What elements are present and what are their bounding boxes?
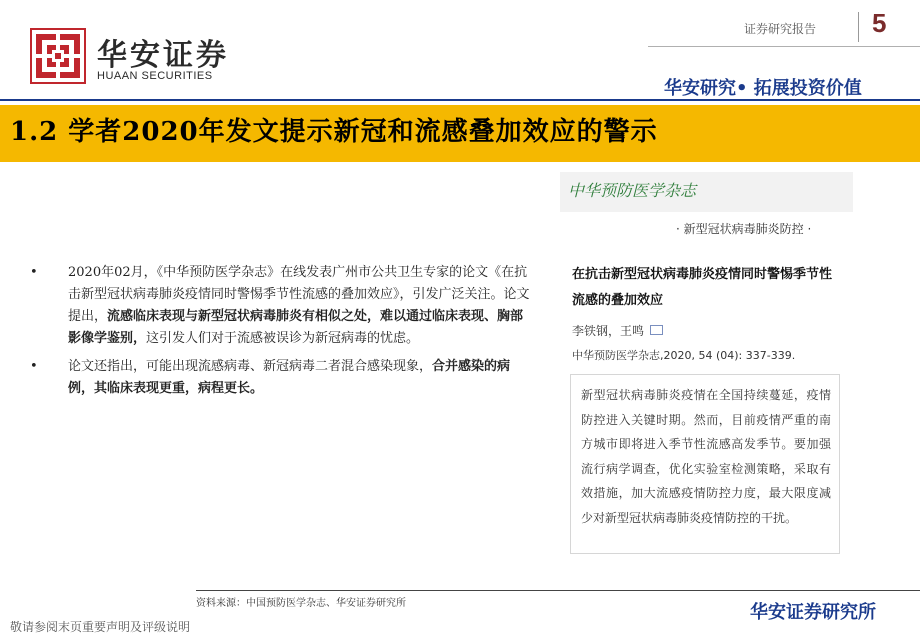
bullet-text-bold: 合并感染的病例，其临床表现更重，病程更长。 bbox=[68, 359, 511, 396]
journal-logo: 中华预防医学杂志 bbox=[568, 181, 697, 200]
abstract-box bbox=[570, 374, 840, 554]
slogan: 华安研究• 拓展投资价值 bbox=[664, 78, 862, 99]
bullet-text-bold: 流感临床表现与新型冠状病毒肺炎有相似之处，难以通过临床表现、胸部影像学鉴别， bbox=[68, 309, 524, 346]
logo-text-en: HUAAN SECURITIES bbox=[97, 70, 213, 82]
bullet-marker: • bbox=[30, 265, 38, 280]
source-rule bbox=[196, 590, 920, 591]
institute-name: 华安证券研究所 bbox=[750, 602, 876, 623]
journal-column: · 新型冠状病毒肺炎防控 · bbox=[676, 222, 812, 236]
huaan-logo-icon bbox=[30, 28, 86, 84]
bullet-text: 论文还指出，可能出现流感病毒、新冠病毒二者混合感染现象， bbox=[68, 359, 433, 374]
report-type-label: 证券研究报告 bbox=[744, 22, 817, 36]
disclaimer-text: 敬请参阅末页重要声明及评级说明 bbox=[10, 620, 191, 634]
article-authors bbox=[572, 322, 663, 339]
journal-banner bbox=[560, 172, 853, 212]
mail-icon bbox=[650, 325, 663, 335]
header-rule bbox=[648, 46, 920, 47]
page-title: 1.2 学者2020年发文提示新冠和流感叠加效应的警示 bbox=[10, 117, 658, 147]
article-title: 在抗击新型冠状病毒肺炎疫情同时警惕季节性流感的叠加效应 bbox=[572, 267, 833, 308]
authors-text: 李铁钢，王鸣 bbox=[572, 324, 645, 338]
title-bar bbox=[0, 105, 920, 162]
bullet-item bbox=[30, 262, 530, 350]
bullet-text-tail: 这引发人们对于流感被误诊为新冠病毒的忧虑。 bbox=[146, 331, 420, 346]
bullet-list bbox=[30, 262, 530, 406]
bullet-text: 2020年02月，《中华预防医学杂志》在线发表广州市公共卫生专家的论文《在抗击新型冠状病毒肺炎疫情同时警惕季节性流感的叠加效应》，引发广泛关注。论文提出， bbox=[68, 265, 530, 324]
source-note: 资料来源：中国预防医学杂志、华安证券研究所 bbox=[196, 598, 406, 609]
abstract-text: 新型冠状病毒肺炎疫情在全国持续蔓延，疫情防控进入关键时期。然而，目前疫情严重的南方城市即将进入季节性流感高发季节。要加强流行病学调查，优化实验室检测策略，采取有效措施，加大流感疫情防控力度，最大限度减少对新型冠状病毒肺炎疫情防控的干扰。 bbox=[581, 388, 831, 525]
title-rule bbox=[0, 99, 920, 101]
bullet-marker: • bbox=[30, 359, 38, 374]
page-number: 5 bbox=[872, 8, 887, 38]
header-divider bbox=[858, 12, 859, 42]
article-citation: 中华预防医学杂志,2020, 54 (04): 337-339. bbox=[572, 349, 796, 362]
bullet-item bbox=[30, 356, 530, 400]
logo-text-cn: 华安证券 bbox=[97, 38, 229, 73]
